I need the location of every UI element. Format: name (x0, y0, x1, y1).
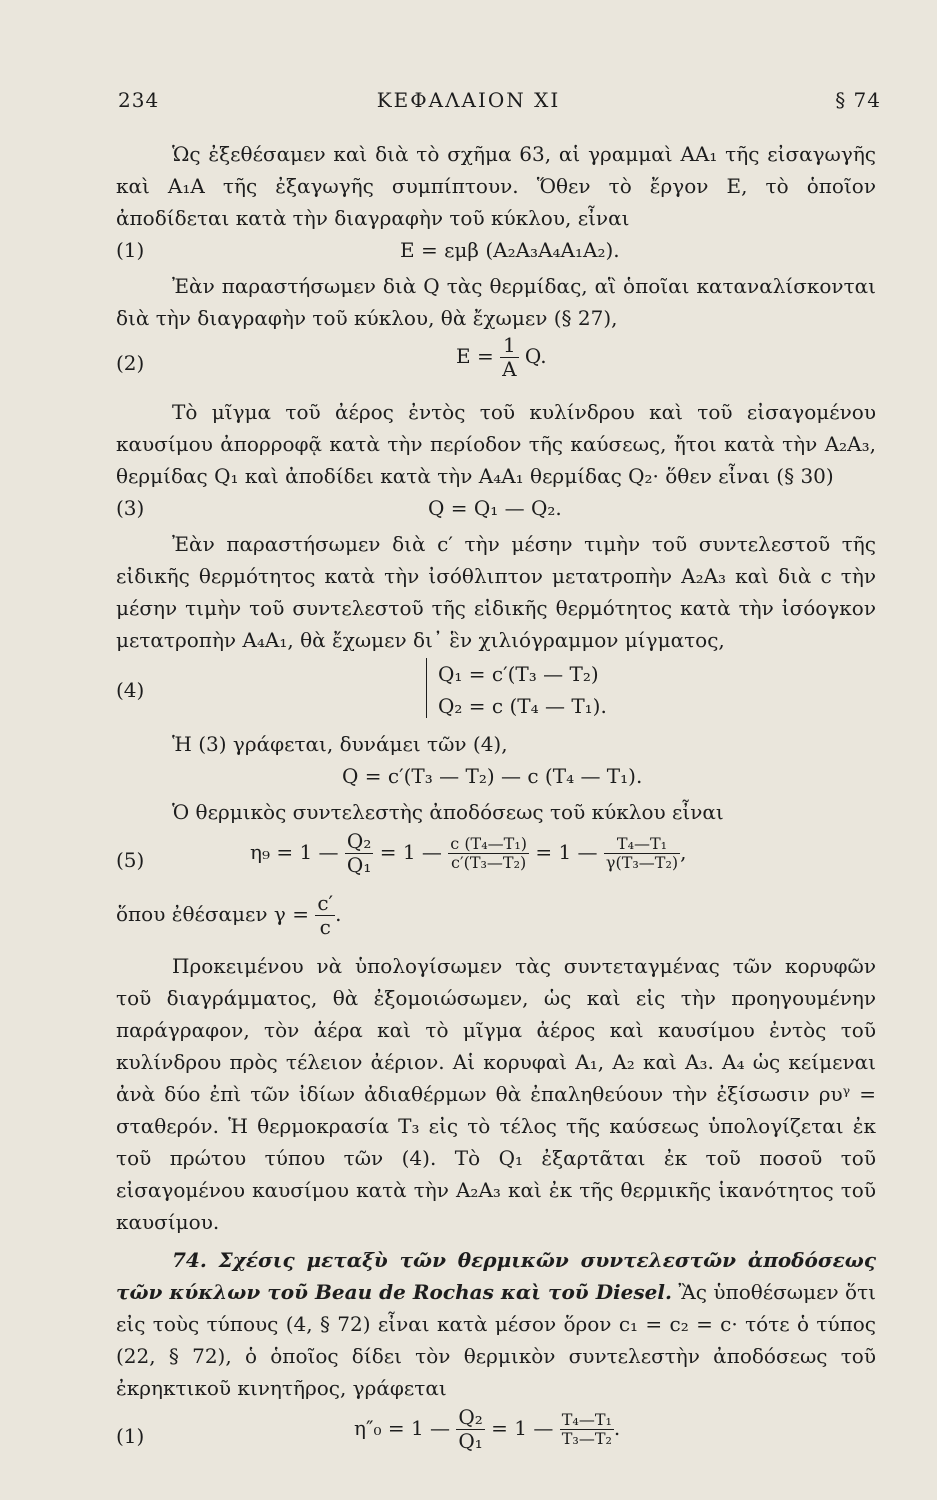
equation-body: E = εμβ (Α₂Α₃Α₄Α₁Α₂). (400, 238, 620, 262)
equation-q (116, 760, 876, 796)
chapter-title: ΚΕΦΑΛΑΙΟΝ XI (376, 88, 561, 112)
equation-middle: = 1 — (491, 1416, 554, 1440)
section-74-heading: 74. Σχέσις μεταξὺ τῶν θερμικῶν συντελεστῶν ἀποδόσεως τῶν κύκλων τοῦ Beau de Rochas καὶ τοῦ Diesel. (116, 1248, 876, 1304)
equation-middle: = 1 — (535, 840, 598, 864)
gamma-text: ὅπου ἐθέσαμεν γ = (116, 902, 309, 926)
equation-number: (3) (116, 496, 145, 520)
gamma-definition (116, 892, 876, 950)
equation-body: Q = Q₁ — Q₂. (428, 496, 562, 520)
paragraph-mixture: Τὸ μῖγμα τοῦ ἀέρος ἐντὸς τοῦ κυλίνδρου καὶ τοῦ εἰσαγομένου καυσίμου ἀπορροφᾷ κατὰ τὴν περίοδον τῆς καύσεως, ἤτοι κατὰ τὴν Α₂Α₃, θερμίδας Q₁ καὶ ἀποδίδει κατὰ τὴν Α₄Α₁ θερμίδας Q₂· ὅθεν εἶναι (§ 30) (116, 400, 876, 488)
equation-lhs: η₉ = 1 — (250, 840, 339, 864)
section-74 (116, 1244, 876, 1404)
equation-number: (2) (116, 351, 145, 375)
equation-line-q2: Q₂ = c (T₄ — T₁). (438, 694, 607, 718)
brace-mark (426, 658, 427, 718)
equation-3 (116, 492, 876, 528)
equation-6 (116, 1404, 876, 1468)
equation-lhs: η″₀ = 1 — (354, 1416, 451, 1440)
paragraph-coordinates: Προκειμένου νὰ ὑπολογίσωμεν τὰς συντεταγμένας τῶν κορυφῶν τοῦ διαγράμματος, θὰ ἐξομοιώσωμεν, ὡς καὶ εἰς τὴν προηγουμένην παράγραφον, τὸν ἀέρα καὶ τὸ μῖγμα ἀέρος καὶ καυσίμου ἐντὸς τοῦ κυλίνδρου πρὸς τέλειον ἀέριον. Αἱ κορυφαὶ Α₁, Α₂ καὶ Α₃. Α₄ ὡς κείμεναι ἀνὰ δύο ἐπὶ τῶν ἰδίων ἀδιαθέρμων θὰ ἐπαληθεύουν τὴν ἐξίσωσιν ρυᵞ = σταθερόν. Ἡ θερμοκρασία Τ₃ εἰς τὸ τέλος τῆς καύσεως ὑπολογίζεται ἐκ τοῦ πρώτου τύπου τῶν (4). Τὸ Q₁ ἐξαρτᾶται ἐκ τοῦ ποσοῦ τοῦ εἰσαγομένου καυσίμου κατὰ τὴν Α₂Α₃ καὶ ἐκ τῆς θερμικῆς ἱκανότητος τοῦ καυσίμου. (116, 954, 876, 1234)
equation-5 (116, 828, 876, 892)
equation-line-q1: Q₁ = c′(T₃ — T₂) (438, 662, 599, 686)
paragraph-rewrite: Ἡ (3) γράφεται, δυνάμει τῶν (4), (172, 732, 508, 756)
section-74-text: Ἂς ὑποθέσωμεν ὅτι εἰς τοὺς τύπους (4, § 72) εἶναι κατὰ μέσον ὅρον c₁ = c₂ = c· τότε ὁ τύπος (22, § 72), ὁ ὁποῖος δίδει τὸν θερμικὸν συντελεστὴν ἀποδόσεως τοῦ ἐκρηκτικοῦ κινητῆρος, γράφεται (116, 1280, 877, 1400)
equation-number: (1) (116, 1424, 145, 1448)
section-marker: § 74 (835, 88, 881, 112)
equation-middle: = 1 — (379, 840, 442, 864)
equation-number: (1) (116, 238, 145, 262)
page-number: 234 (118, 88, 160, 112)
equation-end: , (680, 840, 687, 864)
equation-end: . (335, 902, 342, 926)
fraction-c-terms: $\frac{\text{c (T₄—T₁)}}{\text{c′(T₃—T₂)}}$ (450, 833, 527, 872)
equation-end: . (613, 1416, 621, 1440)
equation-4-system (116, 656, 876, 728)
paragraph-efficiency: Ὁ θερμικὸς συντελεστὴς ἀποδόσεως τοῦ κύκλου εἶναι (172, 800, 724, 824)
paragraph-intro: Ὡς ἐξεθέσαμεν καὶ διὰ τὸ σχῆμα 63, αἱ γραμμαὶ ΑΑ₁ τῆς εἰσαγωγῆς καὶ Α₁Α τῆς ἐξαγωγῆς συμπίπτουν. Ὅθεν τὸ ἔργον Ε, τὸ ὁποῖον ἀποδίδεται κατὰ τὴν διαγραφὴν τοῦ κύκλου, εἶναι (116, 142, 876, 230)
fraction-gamma: $\frac{\text{T₄—T₁}}{\text{γ(T₃—T₂)}}$ (605, 833, 679, 872)
equation-number: (5) (116, 848, 145, 872)
fraction-c-prime-c: $\frac{c'}{c}$ (317, 891, 334, 939)
page-body (116, 138, 876, 1468)
equation-number: (4) (116, 678, 145, 702)
equation-rhs: Q. (524, 344, 547, 368)
equation-2 (116, 334, 876, 396)
fraction-q2-q1: $\frac{\text{Q₂}}{\text{Q₁}}$ (346, 829, 372, 877)
paragraph-heat: Ἐὰν παραστήσωμεν διὰ Q τὰς θερμίδας, αἳ ὁποῖαι καταναλίσκονται διὰ τὴν διαγραφὴν τοῦ κύκλου, θὰ ἔχωμεν (§ 27), (116, 274, 876, 330)
equation-1 (116, 234, 876, 270)
fraction-temperatures: $\frac{\text{T₄—T₁}}{\text{T₃—T₂}}$ (561, 1409, 612, 1448)
fraction-1-over-A: $\frac{1}{A}$ (502, 333, 517, 381)
equation-body: Q = c′(T₃ — T₂) — c (T₄ — T₁). (342, 764, 643, 788)
equation-lhs: E = (456, 344, 494, 368)
paragraph-specific-heat: Ἐὰν παραστήσωμεν διὰ c′ τὴν μέσην τιμὴν τοῦ συντελεστοῦ τῆς εἰδικῆς θερμότητος κατὰ τὴν ἰσόθλιπτον μετατροπὴν Α₂Α₃ καὶ διὰ c τὴν μέσην τιμὴν τοῦ συντελεστοῦ τῆς εἰδικῆς θερμότητος κατὰ τὴν ἰσόογκον μετατροπὴν Α₄Α₁, θὰ ἔχωμεν δι᾿ ἓν χιλιόγραμμον μίγματος, (116, 532, 876, 652)
fraction-q2-q1: $\frac{\text{Q₂}}{\text{Q₁}}$ (458, 1405, 483, 1453)
